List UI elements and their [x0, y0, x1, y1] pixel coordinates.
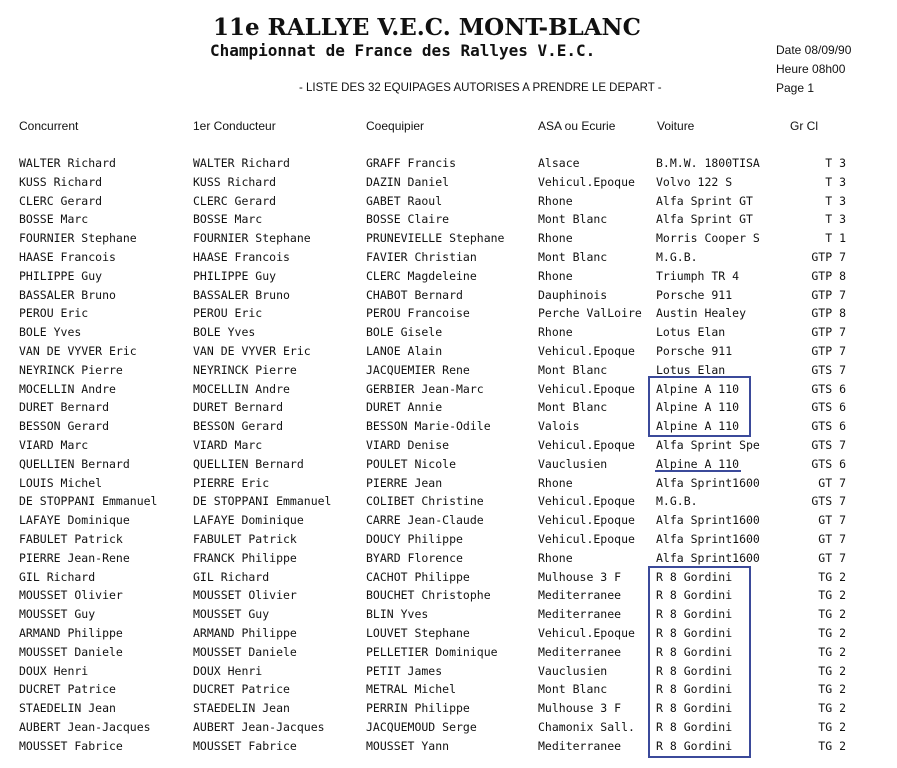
cell-driver: STAEDELIN Jean — [193, 701, 290, 716]
row-margin — [0, 455, 19, 474]
table-row — [0, 154, 846, 173]
cell-driver: MOUSSET Daniele — [193, 644, 297, 659]
cell-concurrent: FABULET Patrick — [19, 531, 123, 546]
cell-asa: Vehicul.Epoque — [538, 343, 635, 358]
cell-grcl: TG 2 — [818, 701, 846, 716]
cell-codriver: PELLETIER Dominique — [366, 644, 498, 659]
cell-driver: DE STOPPANI Emmanuel — [193, 494, 332, 509]
cell-codriver: BLIN Yves — [366, 607, 429, 622]
cell-asa: Rhone — [538, 475, 573, 490]
cell-codriver: BOLE Gisele — [366, 325, 443, 340]
cell-grcl: GTP 7 — [811, 343, 846, 358]
cell-concurrent: PHILIPPE Guy — [19, 268, 103, 283]
column-header-concurrent: Concurrent — [19, 119, 79, 133]
cell-asa: Mediterranee — [538, 738, 622, 753]
table-row — [0, 492, 846, 511]
cell-concurrent: KUSS Richard — [19, 174, 103, 189]
cell-car: Alfa Sprint1600 — [656, 475, 760, 490]
cell-asa: Vehicul.Epoque — [538, 625, 635, 640]
row-margin — [0, 154, 19, 173]
document-date: Date 08/09/90 — [776, 43, 852, 57]
cell-grcl: TG 2 — [818, 719, 846, 734]
cell-driver: FABULET Patrick — [193, 531, 297, 546]
cell-codriver: COLIBET Christine — [366, 494, 484, 509]
cell-codriver: GRAFF Francis — [366, 156, 457, 170]
table-row — [0, 323, 846, 342]
cell-concurrent: MOUSSET Daniele — [19, 644, 123, 659]
cell-grcl: TG 2 — [818, 569, 846, 584]
cell-grcl: TG 2 — [818, 607, 846, 622]
cell-concurrent: BOSSE Marc — [19, 212, 89, 227]
cell-concurrent: MOUSSET Fabrice — [19, 738, 123, 753]
cell-concurrent: DOUX Henri — [19, 663, 89, 678]
cell-grcl: GTS 6 — [811, 456, 846, 471]
cell-concurrent: HAASE Francois — [19, 249, 116, 264]
row-margin — [0, 342, 19, 361]
cell-concurrent: MOCELLIN Andre — [19, 381, 116, 396]
cell-grcl: TG 2 — [818, 663, 846, 678]
cell-asa: Vehicul.Epoque — [538, 381, 635, 396]
cell-concurrent: NEYRINCK Pierre — [19, 362, 123, 377]
row-margin — [0, 511, 19, 530]
cell-grcl: GTS 6 — [811, 381, 846, 396]
cell-asa: Vehicul.Epoque — [538, 531, 635, 546]
cell-concurrent: QUELLIEN Bernard — [19, 456, 130, 471]
cell-grcl: GTP 7 — [811, 287, 846, 302]
cell-driver: PHILIPPE Guy — [193, 268, 277, 283]
table-row — [0, 568, 846, 587]
cell-concurrent: LAFAYE Dominique — [19, 513, 130, 528]
cell-asa: Vauclusien — [538, 456, 608, 471]
cell-codriver: JACQUEMIER Rene — [366, 362, 470, 377]
cell-driver: DOUX Henri — [193, 663, 263, 678]
cell-grcl: GTS 7 — [811, 494, 846, 509]
cell-car: Porsche 911 — [656, 287, 733, 302]
table-row — [0, 643, 846, 662]
cell-car: R 8 Gordini — [656, 588, 733, 603]
cell-car: Alfa Sprint Spe — [656, 437, 760, 452]
cell-driver: KUSS Richard — [193, 174, 277, 189]
row-margin — [0, 624, 19, 643]
cell-car: Lotus Elan — [656, 362, 726, 377]
table-row — [0, 192, 846, 211]
cell-codriver: GERBIER Jean-Marc — [366, 381, 484, 396]
cell-asa: Rhone — [538, 550, 573, 565]
cell-grcl: T 1 — [825, 231, 846, 246]
cell-concurrent: MOUSSET Guy — [19, 607, 96, 622]
row-margin — [0, 248, 19, 267]
cell-asa: Rhone — [538, 268, 573, 283]
cell-concurrent: VIARD Marc — [19, 437, 89, 452]
cell-grcl: GTP 7 — [811, 325, 846, 340]
cell-asa: Alsace — [538, 156, 580, 170]
cell-car: Alpine A 110 — [656, 381, 740, 396]
cell-driver: BASSALER Bruno — [193, 287, 290, 302]
table-row — [0, 361, 846, 380]
row-margin — [0, 267, 19, 286]
table-row — [0, 474, 846, 493]
cell-codriver: JACQUEMOUD Serge — [366, 719, 477, 734]
cell-car: Triumph TR 4 — [656, 268, 740, 283]
cell-codriver: PERRIN Philippe — [366, 701, 470, 716]
column-header-car: Voiture — [657, 119, 695, 133]
crew-list-table — [0, 154, 846, 756]
row-margin — [0, 643, 19, 662]
row-margin — [0, 361, 19, 380]
cell-driver: MOUSSET Fabrice — [193, 738, 297, 753]
cell-car: Alfa Sprint GT — [656, 212, 753, 227]
cell-driver: MOCELLIN Andre — [193, 381, 290, 396]
cell-codriver: CARRE Jean-Claude — [366, 513, 484, 528]
row-margin — [0, 398, 19, 417]
cell-driver: VAN DE VYVER Eric — [193, 343, 311, 358]
cell-car: Alfa Sprint1600 — [656, 531, 760, 546]
row-margin — [0, 568, 19, 587]
table-row — [0, 304, 846, 323]
row-margin — [0, 549, 19, 568]
table-row — [0, 398, 846, 417]
cell-concurrent: PEROU Eric — [19, 306, 89, 321]
cell-grcl: TG 2 — [818, 588, 846, 603]
cell-car: R 8 Gordini — [656, 607, 733, 622]
cell-car: Porsche 911 — [656, 343, 733, 358]
row-margin — [0, 304, 19, 323]
cell-car: Alpine A 110 — [656, 456, 740, 471]
cell-asa: Mont Blanc — [538, 249, 608, 264]
cell-codriver: GABET Raoul — [366, 193, 443, 208]
cell-car: Alpine A 110 — [656, 400, 740, 415]
cell-driver: NEYRINCK Pierre — [193, 362, 297, 377]
cell-driver: PEROU Eric — [193, 306, 263, 321]
cell-asa: Chamonix Sall. — [538, 719, 635, 734]
cell-grcl: TG 2 — [818, 625, 846, 640]
column-header-driver: 1er Conducteur — [193, 119, 276, 133]
row-margin — [0, 380, 19, 399]
cell-driver: WALTER Richard — [193, 156, 290, 170]
cell-car: R 8 Gordini — [656, 644, 733, 659]
cell-asa: Rhone — [538, 231, 573, 246]
row-margin — [0, 737, 19, 756]
cell-car: M.G.B. — [656, 494, 698, 509]
row-margin — [0, 417, 19, 436]
table-row — [0, 380, 846, 399]
row-margin — [0, 605, 19, 624]
column-header-codriver: Coequipier — [366, 119, 425, 133]
cell-car: Alfa Sprint1600 — [656, 550, 760, 565]
cell-concurrent: GIL Richard — [19, 569, 96, 584]
cell-codriver: FAVIER Christian — [366, 249, 477, 264]
cell-codriver: PEROU Francoise — [366, 306, 470, 321]
table-row — [0, 605, 846, 624]
cell-concurrent: MOUSSET Olivier — [19, 588, 123, 603]
cell-codriver: METRAL Michel — [366, 682, 457, 697]
cell-codriver: CACHOT Philippe — [366, 569, 470, 584]
crew-list-body — [0, 154, 846, 756]
table-row — [0, 586, 846, 605]
cell-car: Volvo 122 S — [656, 174, 733, 189]
table-row — [0, 267, 846, 286]
cell-grcl: TG 2 — [818, 682, 846, 697]
row-margin — [0, 286, 19, 305]
cell-car: Lotus Elan — [656, 325, 726, 340]
cell-driver: PIERRE Eric — [193, 475, 270, 490]
cell-asa: Mont Blanc — [538, 682, 608, 697]
row-margin — [0, 474, 19, 493]
table-row — [0, 680, 846, 699]
row-margin — [0, 586, 19, 605]
row-margin — [0, 323, 19, 342]
cell-grcl: GTS 7 — [811, 437, 846, 452]
cell-car: Morris Cooper S — [656, 231, 760, 246]
cell-concurrent: BASSALER Bruno — [19, 287, 116, 302]
table-row — [0, 511, 846, 530]
cell-codriver: CLERC Magdeleine — [366, 268, 477, 283]
table-row — [0, 737, 846, 756]
table-row — [0, 624, 846, 643]
cell-concurrent: DE STOPPANI Emmanuel — [19, 494, 158, 509]
cell-car: Alfa Sprint1600 — [656, 513, 760, 528]
cell-driver: AUBERT Jean-Jacques — [193, 719, 325, 734]
cell-concurrent: STAEDELIN Jean — [19, 701, 116, 716]
highlight-underline-alpine — [655, 470, 741, 472]
cell-asa: Vehicul.Epoque — [538, 494, 635, 509]
cell-asa: Dauphinois — [538, 287, 608, 302]
row-margin — [0, 492, 19, 511]
cell-asa: Vehicul.Epoque — [538, 174, 635, 189]
document-page: Page 1 — [776, 81, 815, 95]
cell-concurrent: DUCRET Patrice — [19, 682, 116, 697]
row-margin — [0, 662, 19, 681]
cell-codriver: PRUNEVIELLE Stephane — [366, 231, 505, 246]
cell-asa: Valois — [538, 419, 580, 434]
cell-codriver: DAZIN Daniel — [366, 174, 450, 189]
table-row — [0, 699, 846, 718]
table-row — [0, 229, 846, 248]
cell-asa: Mont Blanc — [538, 400, 608, 415]
cell-car: R 8 Gordini — [656, 569, 733, 584]
cell-codriver: BOSSE Claire — [366, 212, 450, 227]
cell-asa: Mediterranee — [538, 644, 622, 659]
cell-concurrent: CLERC Gerard — [19, 193, 103, 208]
row-margin — [0, 680, 19, 699]
cell-driver: BOSSE Marc — [193, 212, 263, 227]
table-row — [0, 173, 846, 192]
cell-car: Austin Healey — [656, 306, 747, 321]
cell-codriver: BESSON Marie-Odile — [366, 419, 491, 434]
cell-driver: BESSON Gerard — [193, 419, 284, 434]
table-row — [0, 286, 846, 305]
cell-car: R 8 Gordini — [656, 663, 733, 678]
cell-asa: Mediterranee — [538, 607, 622, 622]
cell-grcl: GTP 7 — [811, 249, 846, 264]
cell-concurrent: WALTER Richard — [19, 156, 116, 170]
document-time: Heure 08h00 — [776, 62, 846, 76]
cell-driver: QUELLIEN Bernard — [193, 456, 304, 471]
cell-grcl: T 3 — [825, 174, 846, 189]
cell-grcl: GT 7 — [818, 475, 846, 490]
cell-grcl: TG 2 — [818, 644, 846, 659]
cell-driver: ARMAND Philippe — [193, 625, 297, 640]
row-margin — [0, 173, 19, 192]
cell-car: M.G.B. — [656, 249, 698, 264]
table-row — [0, 210, 846, 229]
cell-grcl: GTS 6 — [811, 400, 846, 415]
cell-driver: DUCRET Patrice — [193, 682, 290, 697]
cell-grcl: GT 7 — [818, 513, 846, 528]
cell-driver: BOLE Yves — [193, 325, 256, 340]
cell-driver: GIL Richard — [193, 569, 270, 584]
cell-grcl: GTP 8 — [811, 268, 846, 283]
document-title: 11e RALLYE V.E.C. MONT-BLANC — [213, 14, 641, 41]
cell-concurrent: AUBERT Jean-Jacques — [19, 719, 151, 734]
cell-driver: HAASE Francois — [193, 249, 290, 264]
cell-driver: CLERC Gerard — [193, 193, 277, 208]
cell-codriver: DOUCY Philippe — [366, 531, 463, 546]
cell-codriver: LOUVET Stephane — [366, 625, 470, 640]
list-title: - LISTE DES 32 EQUIPAGES AUTORISES A PRENDRE LE DEPART - — [299, 82, 662, 94]
cell-car: Alpine A 110 — [656, 419, 740, 434]
cell-driver: MOUSSET Guy — [193, 607, 270, 622]
cell-car: R 8 Gordini — [656, 682, 733, 697]
cell-codriver: DURET Annie — [366, 400, 443, 415]
cell-concurrent: PIERRE Jean-Rene — [19, 550, 130, 565]
cell-grcl: T 3 — [825, 193, 846, 208]
row-margin — [0, 229, 19, 248]
cell-codriver: PETIT James — [366, 663, 443, 678]
cell-concurrent: DURET Bernard — [19, 400, 110, 415]
cell-grcl: T 3 — [825, 212, 846, 227]
cell-asa: Mont Blanc — [538, 362, 608, 377]
cell-asa: Mont Blanc — [538, 212, 608, 227]
table-row — [0, 718, 846, 737]
cell-grcl: T 3 — [825, 156, 846, 170]
table-row — [0, 436, 846, 455]
document-subtitle: Championnat de France des Rallyes V.E.C. — [210, 41, 596, 60]
table-row — [0, 342, 846, 361]
cell-asa: Mulhouse 3 F — [538, 701, 622, 716]
cell-driver: FOURNIER Stephane — [193, 231, 311, 246]
cell-asa: Rhone — [538, 325, 573, 340]
row-margin — [0, 718, 19, 737]
cell-asa: Perche ValLoire — [538, 306, 642, 321]
cell-grcl: GTP 8 — [811, 306, 846, 321]
cell-car: R 8 Gordini — [656, 738, 733, 753]
cell-codriver: PIERRE Jean — [366, 475, 443, 490]
cell-concurrent: BOLE Yves — [19, 325, 82, 340]
cell-car: R 8 Gordini — [656, 701, 733, 716]
cell-codriver: VIARD Denise — [366, 437, 450, 452]
cell-car: R 8 Gordini — [656, 625, 733, 640]
cell-grcl: GT 7 — [818, 531, 846, 546]
cell-concurrent: BESSON Gerard — [19, 419, 110, 434]
table-row — [0, 417, 846, 436]
cell-grcl: GTS 6 — [811, 419, 846, 434]
column-header-grcl: Gr Cl — [790, 119, 818, 133]
cell-driver: FRANCK Philippe — [193, 550, 297, 565]
cell-asa: Vauclusien — [538, 663, 608, 678]
row-margin — [0, 192, 19, 211]
cell-driver: MOUSSET Olivier — [193, 588, 297, 603]
cell-asa: Mulhouse 3 F — [538, 569, 622, 584]
cell-driver: DURET Bernard — [193, 400, 284, 415]
cell-driver: VIARD Marc — [193, 437, 263, 452]
cell-concurrent: LOUIS Michel — [19, 475, 103, 490]
cell-codriver: MOUSSET Yann — [366, 738, 450, 753]
cell-car: Alfa Sprint GT — [656, 193, 753, 208]
cell-concurrent: FOURNIER Stephane — [19, 231, 137, 246]
table-row — [0, 248, 846, 267]
cell-driver: LAFAYE Dominique — [193, 513, 304, 528]
cell-asa: Rhone — [538, 193, 573, 208]
cell-concurrent: VAN DE VYVER Eric — [19, 343, 137, 358]
cell-grcl: GTS 7 — [811, 362, 846, 377]
table-row — [0, 662, 846, 681]
cell-codriver: CHABOT Bernard — [366, 287, 463, 302]
cell-grcl: GT 7 — [818, 550, 846, 565]
cell-car: R 8 Gordini — [656, 719, 733, 734]
cell-codriver: POULET Nicole — [366, 456, 457, 471]
cell-codriver: BYARD Florence — [366, 550, 463, 565]
cell-asa: Vehicul.Epoque — [538, 437, 635, 452]
cell-codriver: BOUCHET Christophe — [366, 588, 491, 603]
row-margin — [0, 530, 19, 549]
cell-asa: Mediterranee — [538, 588, 622, 603]
table-row — [0, 549, 846, 568]
row-margin — [0, 210, 19, 229]
cell-car: B.M.W. 1800TISA — [656, 156, 760, 170]
row-margin — [0, 699, 19, 718]
row-margin — [0, 436, 19, 455]
cell-concurrent: ARMAND Philippe — [19, 625, 123, 640]
cell-asa: Vehicul.Epoque — [538, 513, 635, 528]
cell-codriver: LANOE Alain — [366, 343, 443, 358]
column-header-asa: ASA ou Ecurie — [538, 119, 616, 133]
table-row — [0, 530, 846, 549]
cell-grcl: TG 2 — [818, 738, 846, 753]
